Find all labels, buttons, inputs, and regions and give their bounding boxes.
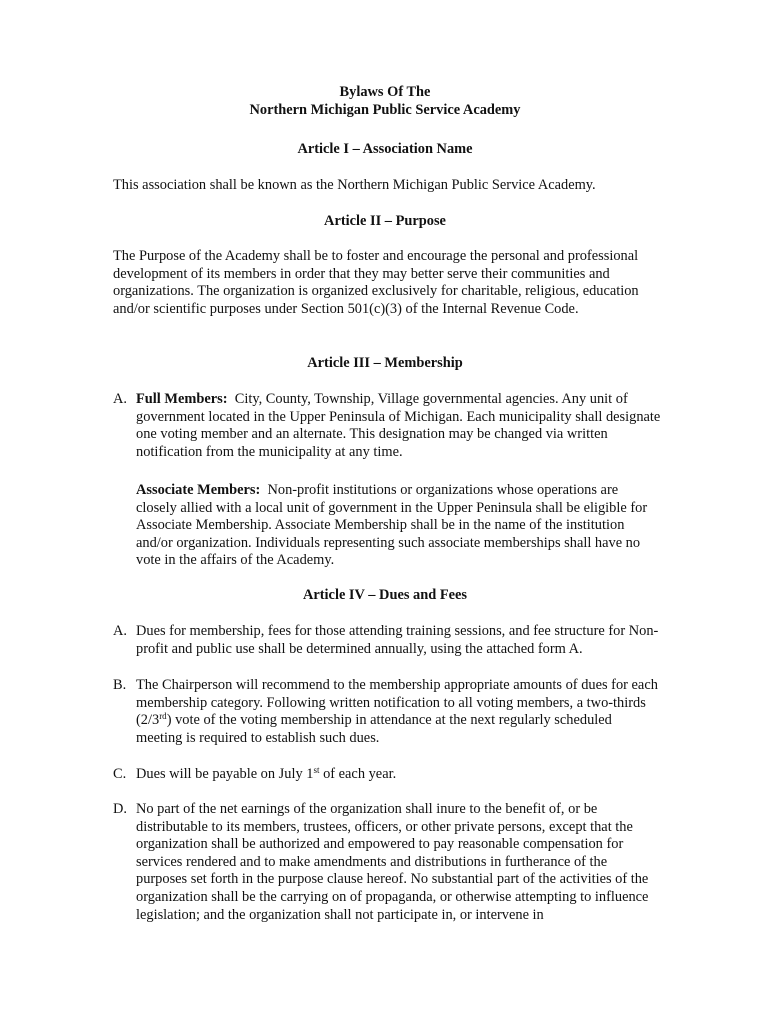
full-members-text: City, County, Township, Village governmental agencies. Any unit of government located in the Upper Peninsula of Michigan. Each municipality shall designate one voting member and an alternate. This designation may be changed via written notification from the municipality at any time. bbox=[136, 391, 661, 460]
item-text bbox=[136, 391, 661, 461]
document-title-line-2: Northern Michigan Public Service Academy bbox=[249, 102, 521, 118]
item-b-text-part-2: ) vote of the voting membership in attendance at the next regularly scheduled meeting is required to establish such dues. bbox=[136, 712, 612, 746]
item-b-text-part-1: The Chairperson will recommend to the membership appropriate amounts of dues for each membership category. Following written notification to all voting members, a two-thirds (2/3 bbox=[136, 677, 658, 729]
item-label: A. bbox=[113, 391, 127, 407]
ordinal-superscript: rd bbox=[159, 711, 167, 722]
item-label: B. bbox=[113, 677, 127, 693]
item-text: No part of the net earnings of the organization shall inure to the benefit of, or be distributable to its members, trustees, officers, or other private persons, except that the organization shall be authorized and empowered to pay reasonable compensation for services rendered and to make amendments and distributions in furtherance of the purposes set forth in the purpose clause hereof. No substantial part of the activities of the organization shall be the carrying on of propaganda, or otherwise attempting to influence legislation; and the organization shall not participate in, or intervene in bbox=[136, 801, 649, 923]
associate-members-term: Associate Members: bbox=[136, 482, 261, 498]
article-1-body: This association shall be known as the Northern Michigan Public Service Academy. bbox=[113, 177, 596, 193]
item-c-text-part-2: of each year. bbox=[319, 766, 397, 782]
article-4-heading: Article IV – Dues and Fees bbox=[302, 587, 467, 603]
item-label: A. bbox=[113, 623, 127, 639]
item-text: Dues for membership, fees for those attending training sessions, and fee structure for Non-profit and public use shall be determined annually, using the attached form A. bbox=[136, 623, 659, 657]
item-label: D. bbox=[113, 801, 127, 817]
document-title-line-1: Bylaws Of The bbox=[339, 84, 431, 100]
item-label: C. bbox=[113, 766, 127, 782]
item-text bbox=[136, 677, 661, 747]
item-c-text-part-1: Dues will be payable on July 1 bbox=[136, 766, 314, 782]
associate-members-paragraph bbox=[136, 482, 661, 570]
article-2-heading: Article II – Purpose bbox=[324, 213, 446, 229]
ordinal-superscript: st bbox=[313, 765, 320, 775]
article-2-body: The Purpose of the Academy shall be to foster and encourage the personal and professional development of its members in order that they may better serve their communities and organizations. The organization is organized exclusively for charitable, religious, education and/or scientific purposes under Section 501(c)(3) of the Internal Revenue Code. bbox=[113, 248, 639, 317]
full-members-term: Full Members: bbox=[136, 391, 228, 407]
associate-members-text: Non-profit institutions or organizations whose operations are closely allied with a local unit of government in the Upper Peninsula shall be eligible for Associate Membership. Associate Membership shall be in the name of the institution and/or organization. Individuals representing such associate memberships shall have no vote in the affairs of the Academy. bbox=[136, 482, 648, 569]
article-3-heading: Article III – Membership bbox=[307, 355, 463, 371]
article-1-heading: Article I – Association Name bbox=[297, 141, 473, 157]
item-text bbox=[136, 766, 661, 784]
